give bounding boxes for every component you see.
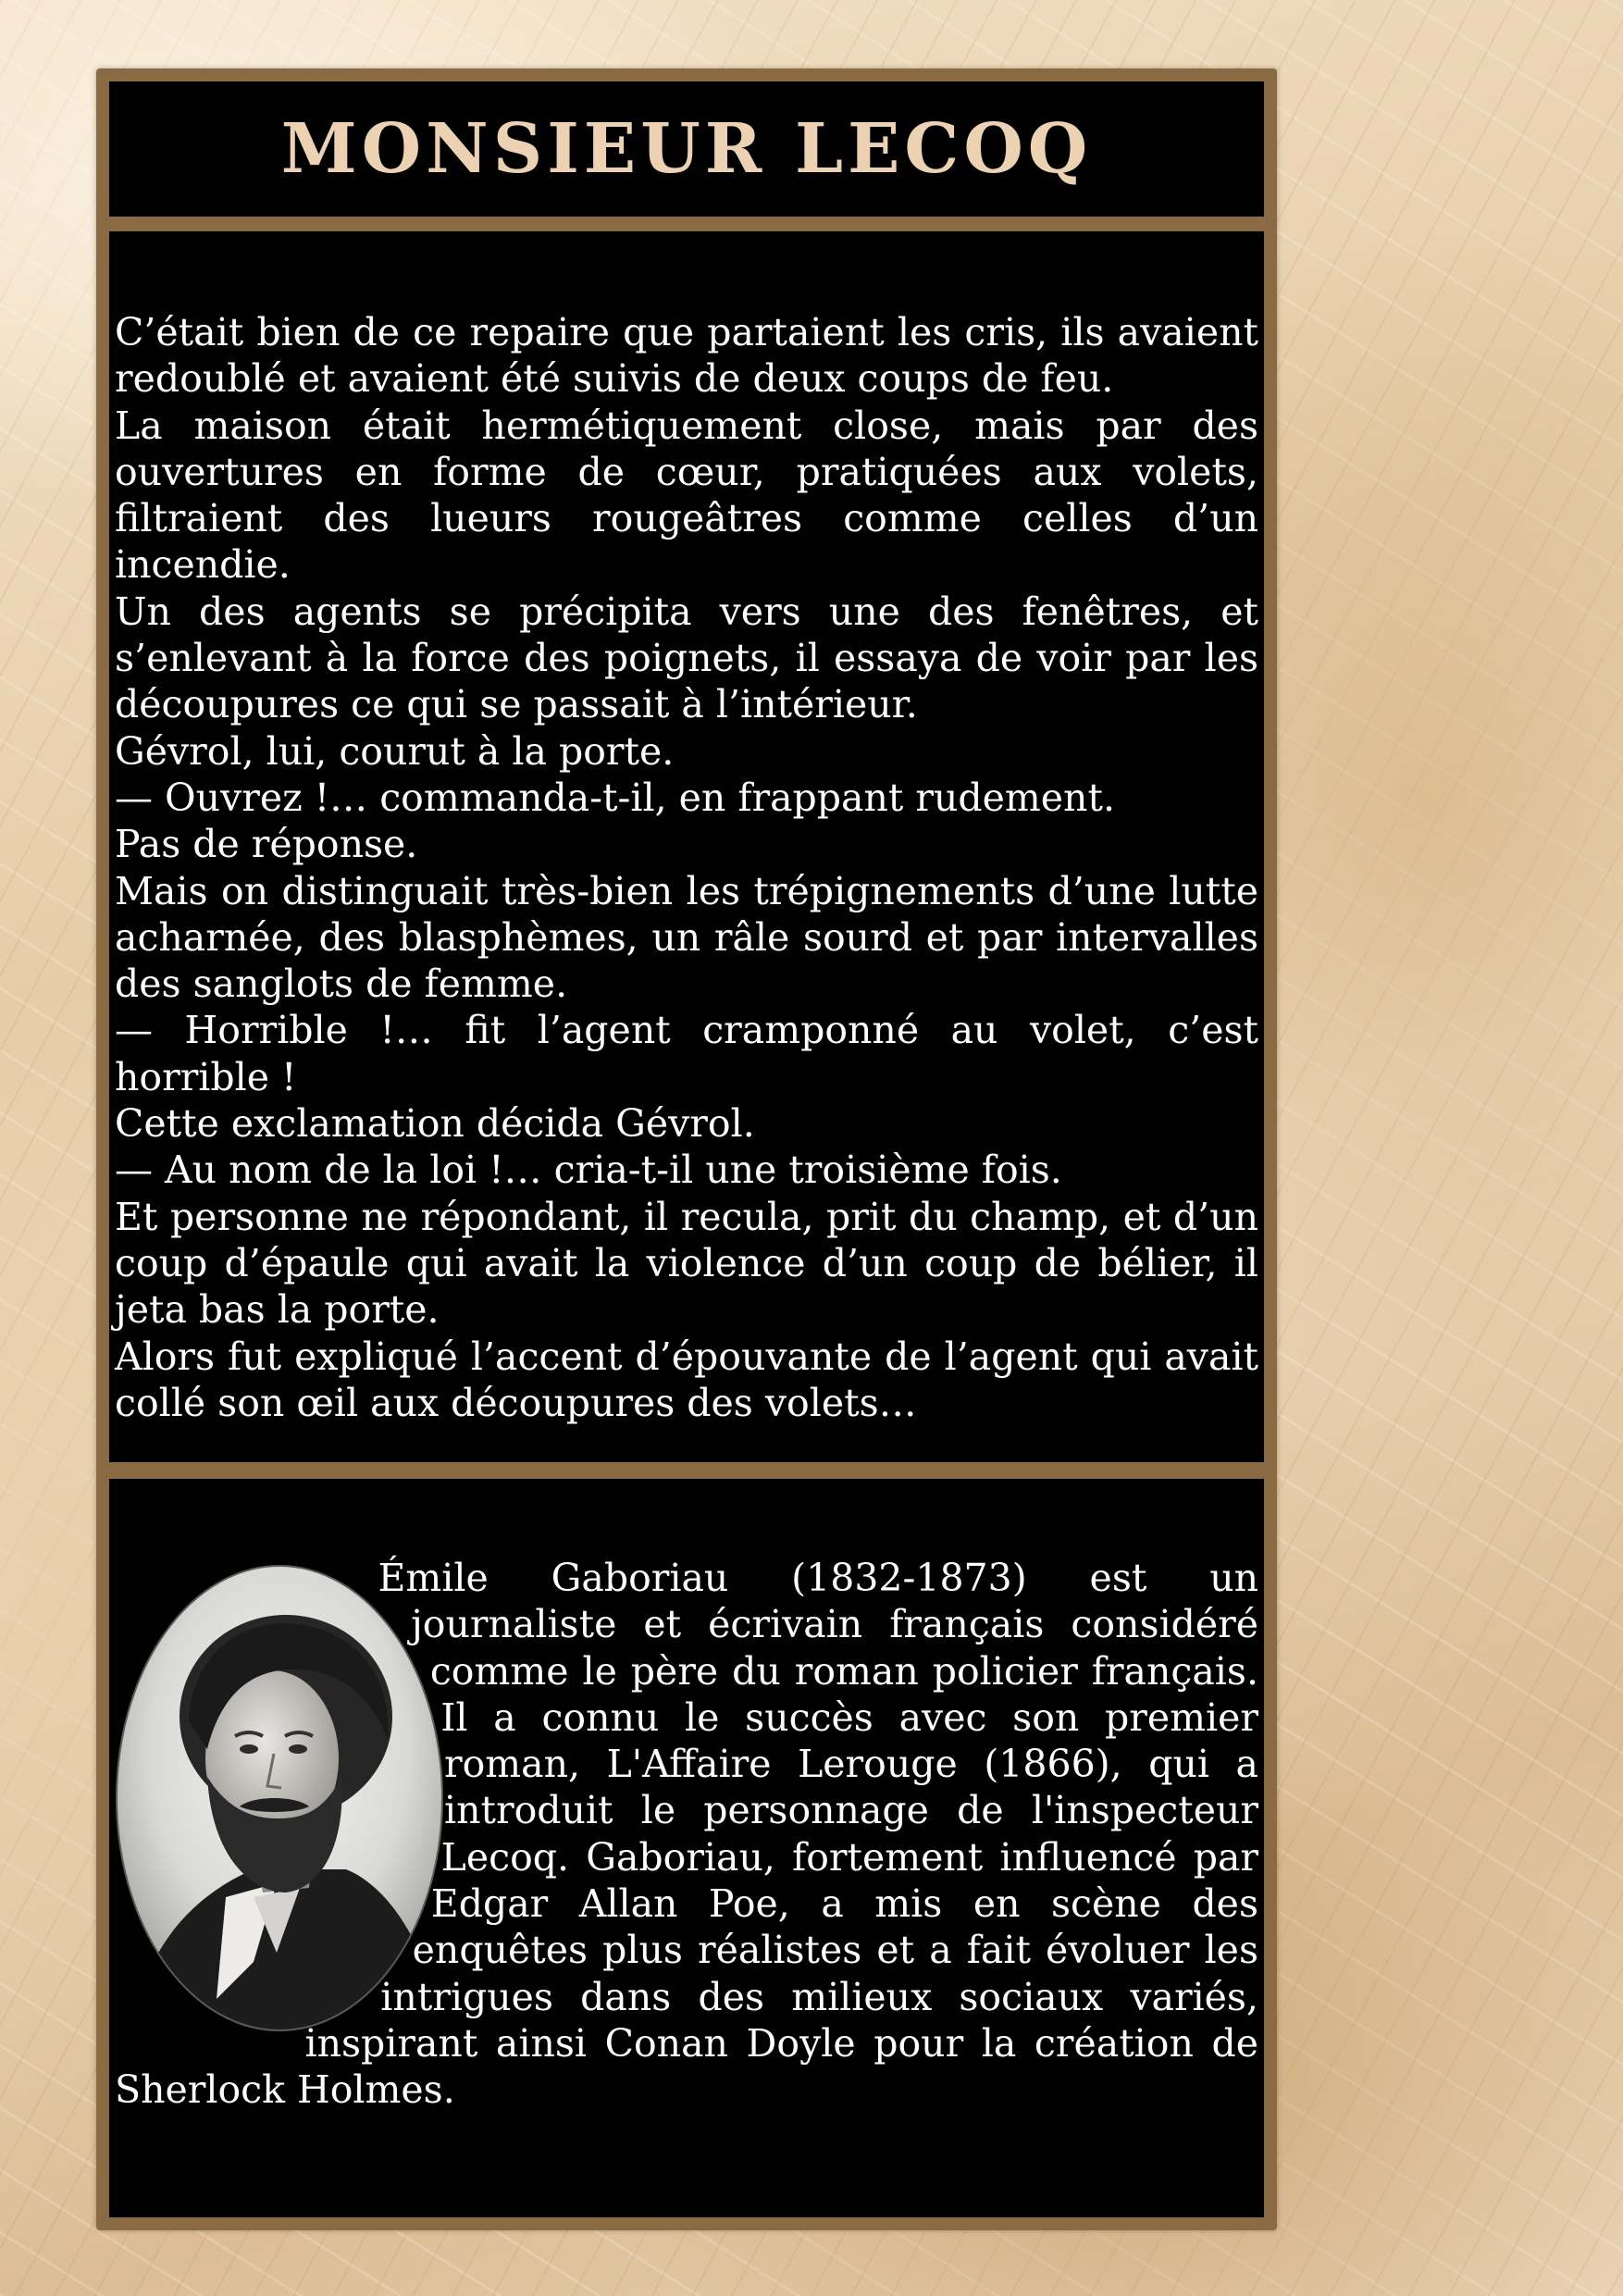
author-bio: [115, 1555, 1258, 2114]
title-panel: [109, 81, 1264, 217]
author-bio-panel: [109, 1479, 1264, 2217]
page-title: MONSIEUR LECOQ: [280, 109, 1093, 189]
excerpt-paragraph: — Horrible !… fit l’agent cramponné au volet, c’est horrible !: [115, 1008, 1258, 1099]
excerpt-paragraph: — Au nom de la loi !… cria-t-il une troisième fois.: [115, 1148, 1062, 1193]
excerpt-paragraph: Un des agents se précipita vers une des fenêtres, et s’enlevant à la force des poignets, il essaya de voir par les découpures ce qui se passait à l’intérieur.: [115, 589, 1258, 727]
oval-portrait-photo-icon: [115, 1564, 444, 2032]
excerpt-paragraph: Mais on distinguait très-bien les trépignements d’une lutte acharnée, des blasphèmes, un râle sourd et par intervalles des sanglots de femme.: [115, 868, 1258, 1007]
author-bio-text: Émile Gaboriau (1832-1873) est un journaliste et écrivain français considéré comme le père du roman policier français. Il a connu le succès avec son premier roman, L'Affaire Lerouge (1866), qui a introduit le personnage de l'inspecteur Lecoq. Gaboriau, fortement influencé par Edgar Allan Poe, a mis en scène des enquêtes plus réalistes et a fait évoluer les intrigues dans des milieux sociaux variés, inspirant ainsi Conan Doyle pour la création de Sherlock Holmes.: [115, 1556, 1258, 2113]
excerpt-paragraph: Pas de réponse.: [115, 822, 418, 867]
author-portrait: [115, 1564, 444, 2032]
excerpt-panel: [109, 231, 1264, 1462]
page-frame: [96, 68, 1277, 2230]
excerpt-paragraph: Gévrol, lui, courut à la porte.: [115, 728, 675, 774]
excerpt-paragraph: Et personne ne répondant, il recula, prit du champ, et d’un coup d’épaule qui avait la violence d’un coup de bélier, il jeta bas la porte.: [115, 1194, 1258, 1333]
excerpt-paragraph: Alors fut expliqué l’accent d’épouvante de l’agent qui avait collé son œil aux découpures des volets…: [115, 1334, 1258, 1425]
excerpt-paragraph: Cette exclamation décida Gévrol.: [115, 1101, 755, 1147]
excerpt-paragraph: La maison était hermétiquement close, mais par des ouvertures en forme de cœur, pratiquées aux volets, filtraient des lueurs rougeâtres comme celles d’un incendie.: [115, 403, 1258, 588]
excerpt-text: [115, 309, 1258, 1426]
excerpt-paragraph: C’était bien de ce repaire que partaient les cris, ils avaient redoublé et avaient été suivis de deux coups de feu.: [115, 310, 1258, 402]
excerpt-paragraph: — Ouvrez !… commanda-t-il, en frappant rudement.: [115, 775, 1115, 820]
